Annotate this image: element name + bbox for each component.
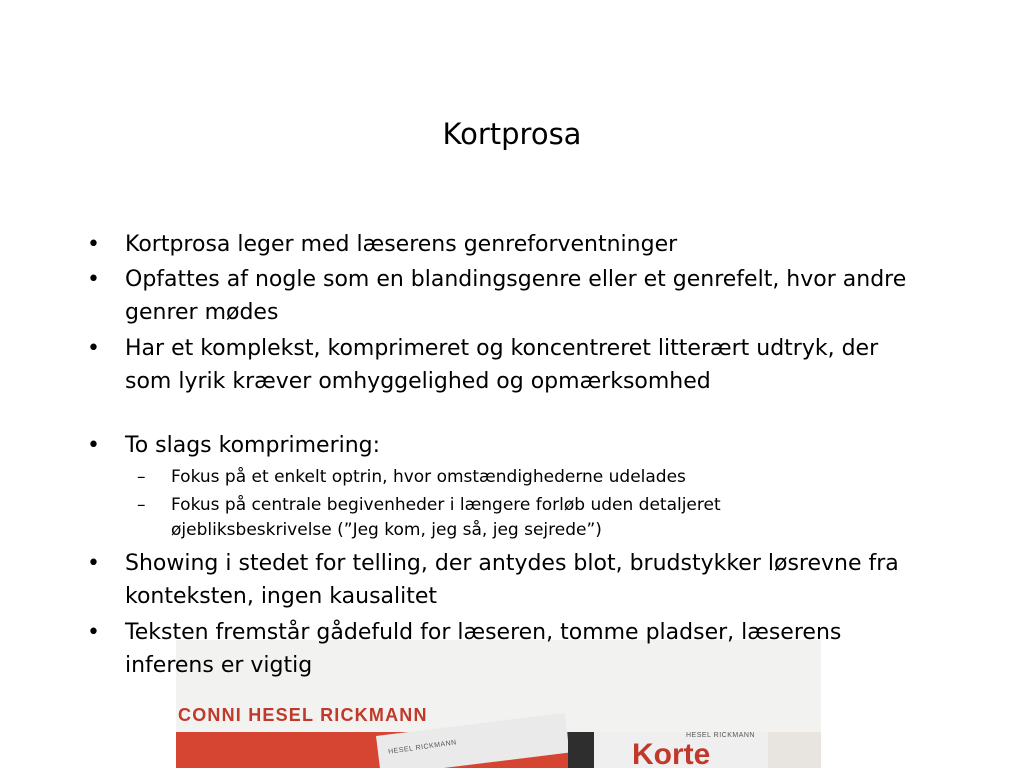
bullet-text: Har et komplekst, komprimeret og koncentreret litterært udtryk, der som lyrik kræver omhyggelighed og opmærksomhed — [125, 336, 879, 394]
bullet-item — [87, 616, 915, 682]
sub-bullet-text: Fokus på centrale begivenheder i længere forløb uden detaljeret øjebliksbeskrivelse (”Jeg kom, jeg så, jeg sejrede”) — [171, 495, 721, 540]
bullet-text: Kortprosa leger med læserens genreforventninger — [125, 232, 678, 257]
bullet-text: Opfattes af nogle som en blandingsgenre eller et genrefelt, hvor andre genrer mødes — [125, 267, 907, 325]
sub-bullet-marker: – — [137, 495, 146, 515]
bullet-text: Teksten fremstår gådefuld for læseren, tomme pladser, læserens inferens er vigtig — [125, 620, 842, 678]
bullet-item — [87, 332, 915, 398]
sub-bullet-marker: – — [137, 467, 146, 487]
sub-bullet-item — [137, 493, 871, 543]
cover-spine-text: HESEL RICKMANN — [387, 739, 458, 756]
slide-title: Kortprosa — [442, 117, 582, 151]
cover-title-fragment: Korte — [632, 738, 711, 768]
bullet-item — [87, 429, 915, 462]
bullet-marker: • — [87, 620, 100, 645]
bullet-marker: • — [87, 433, 100, 458]
bullet-marker: • — [87, 232, 100, 257]
bullet-marker: • — [87, 336, 100, 361]
bullet-item — [87, 547, 915, 613]
sub-bullet-text: Fokus på et enkelt optrin, hvor omstændighederne udelades — [171, 467, 686, 487]
bullet-text: Showing i stedet for telling, der antydes blot, brudstykker løsrevne fra konteksten, ingen kausalitet — [125, 551, 899, 609]
bullet-marker: • — [87, 551, 100, 576]
bullet-item — [87, 228, 915, 261]
bullet-text: To slags komprimering: — [125, 433, 381, 458]
cover-author-name: CONNI HESEL RICKMANN — [178, 705, 428, 725]
cover-spine-text-2: HESEL RICKMANN — [686, 732, 755, 739]
sub-bullet-item — [137, 465, 871, 490]
bullet-marker: • — [87, 267, 100, 292]
bullet-item — [87, 263, 915, 329]
